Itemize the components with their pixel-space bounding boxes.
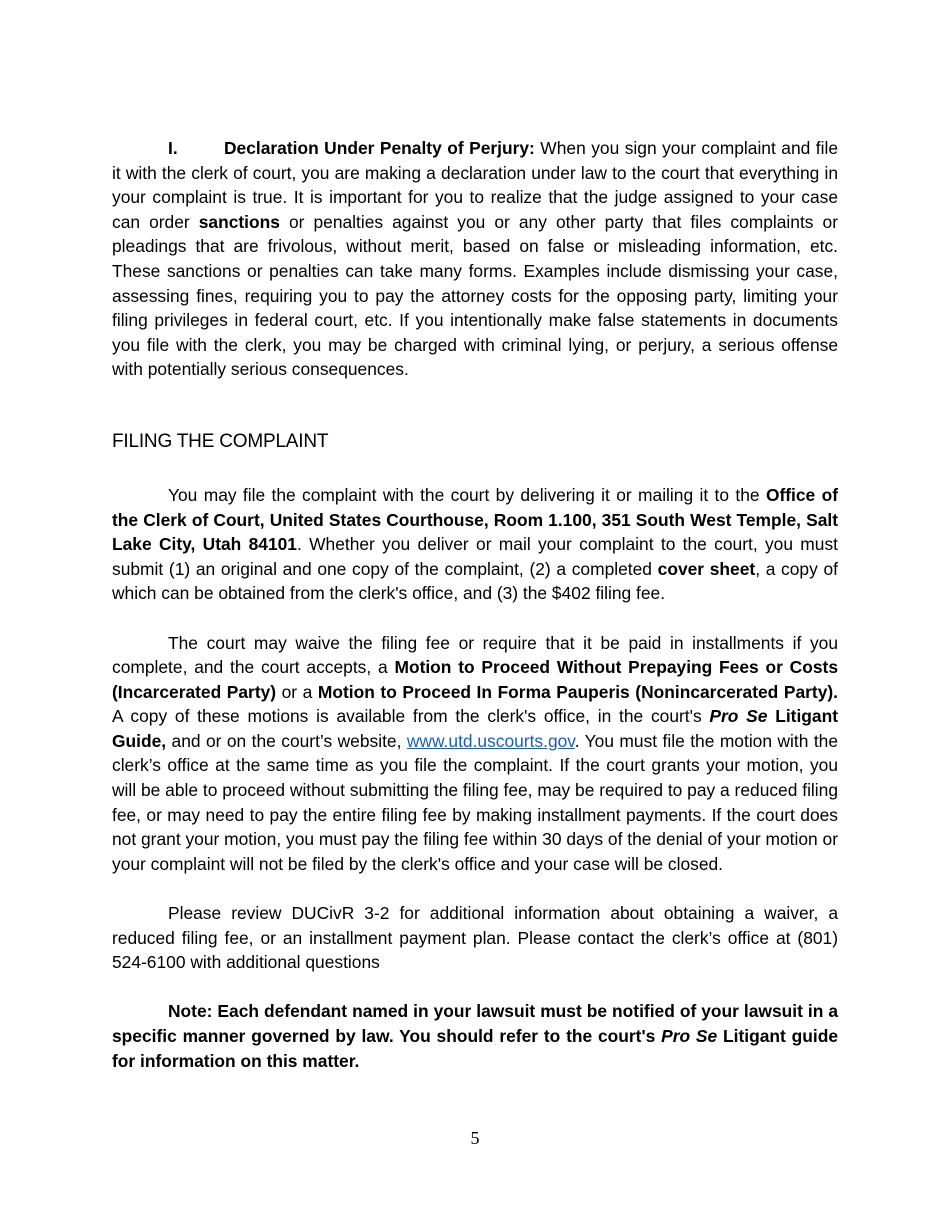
motion-incarcerated: Motion to Proceed Without Prepaying Fees or Costs (Incarcerated Party) (112, 657, 838, 702)
declaration-numeral: I. (168, 138, 178, 158)
declaration-paragraph (112, 136, 838, 382)
waiver-text-5: . You must file the motion with the clerk’s office at the same time as you file the complaint. If the court grants your motion, you will be able to proceed without submitting the filing fee, may be required to pay a reduced filing fee, or may need to pay the entire filing fee by making installment payments. If the court does not grant your motion, you must pay the filing fee within 30 days of the denial of your motion or your complaint will not be filed by the clerk's office and your case will be closed. (112, 730, 838, 874)
waiver-text-2: or a (276, 681, 318, 702)
note-text-1: Note: Each defendant named in your lawsuit must be notified of your lawsuit in a specific manner governed by law. You should refer to the court's (112, 1001, 838, 1046)
waiver-text-4: and or on the court’s website, (166, 730, 407, 751)
filing-text-2: . Whether you deliver or mail your complaint to the court, you must submit (1) an original and one copy of the complaint, (2) a completed (112, 534, 838, 579)
declaration-text-2: or penalties against you or any other party that files complaints or pleadings that are frivolous, without merit, based on false or misleading information, etc. These sanctions or penalties can take many forms. Examples include dismissing your case, assessing fines, requiring you to pay the attorney costs for the opposing party, limiting your filing privileges in federal court, etc. If you intentionally make false statements in documents you file with the clerk, you may be charged with criminal lying, or perjury, a serious offense with potentially serious consequences. (112, 211, 838, 380)
waiver-text-3: A copy of these motions is available from the clerk's office, in the court's (112, 706, 710, 727)
note-text-2: Litigant guide for information on this matter. (112, 1026, 839, 1071)
fee-waiver-paragraph (112, 631, 838, 877)
review-paragraph: Please review DUCivR 3-2 for additional information about obtaining a waiver, a reduced filing fee, or an installment payment plan. Please contact the clerk’s office at (801) 524-6100 with additional questions (112, 903, 838, 973)
court-website-link[interactable]: www.utd.uscourts.gov (406, 730, 575, 751)
declaration-heading: Declaration Under Penalty of Perjury: (224, 138, 535, 158)
filing-section-heading: FILING THE COMPLAINT (112, 430, 329, 452)
note-paragraph (112, 999, 838, 1073)
filing-text-3: , a copy of which can be obtained from the clerk's office, and (3) the $402 filing fee. (112, 558, 838, 604)
filing-paragraph (112, 483, 838, 606)
note-pro-se-italic: Pro Se (661, 1026, 718, 1046)
declaration-text-1: When you sign your complaint and file it with the clerk of court, you are making a declaration under law to the court that everything in your complaint is true. It is important for you to realize that the judge assigned to your case can order (112, 138, 838, 232)
cover-sheet-term: cover sheet (657, 558, 756, 579)
waiver-text-1: The court may waive the filing fee or require that it be paid in installments if you complete, and the court accepts, a (112, 632, 838, 678)
motion-nonincarcerated: Motion to Proceed In Forma Pauperis (Nonincarcerated Party). (317, 681, 838, 702)
filing-text-1: You may file the complaint with the court by delivering it or mailing it to the (168, 484, 766, 505)
pro-se-italic: Pro Se (709, 706, 768, 727)
page-number: 5 (470, 1128, 480, 1148)
sanctions-term: sanctions (198, 211, 280, 232)
clerk-address: Office of the Clerk of Court, United States Courthouse, Room 1.100, 351 South West Temple, Salt Lake City, Utah 84101 (112, 484, 838, 555)
litigant-guide-term: Litigant Guide, (112, 706, 838, 751)
